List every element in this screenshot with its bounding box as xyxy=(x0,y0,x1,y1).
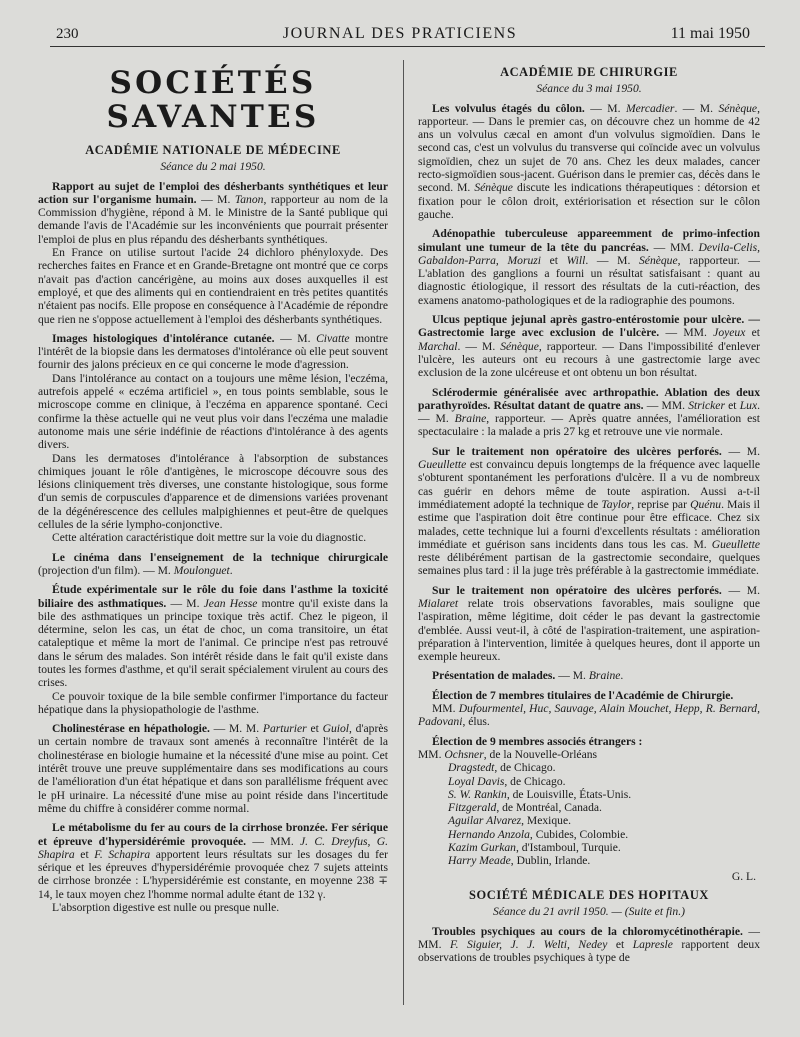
article-text: — M. M. xyxy=(209,722,263,736)
author-name: Guiol xyxy=(322,722,349,736)
section-heading-academie-medecine: ACADÉMIE NATIONALE DE MÉDECINE xyxy=(85,143,341,157)
article-desherbants xyxy=(38,180,388,326)
author-name: Tanon xyxy=(234,192,264,206)
article-text: et xyxy=(724,398,740,412)
author-name: Sénèque xyxy=(718,101,758,115)
author-name: Lux xyxy=(739,398,758,412)
author-name: Sénèque xyxy=(474,181,513,195)
author-name: Moulonguet xyxy=(173,563,230,577)
article-title: Présentation de malades. xyxy=(432,669,556,683)
article-text: et xyxy=(306,722,323,736)
member-name: Kazim Gurkan xyxy=(448,841,516,855)
article-presentation-malades xyxy=(418,669,760,682)
article-title: Sur le traitement non opératoire des ulcères perforés. xyxy=(432,444,722,458)
article-text: montre qu'il existe dans la bile des asthmatiques un principe toxique très actif. Chez le pigeon, il détermine, selon les cas, un état de choc, un coma transitoire, un état cataleptique et même la mort de l'animal. Ce principe n'est pas retrouvé dans le sérum des malades. Son intérêt réside dans le fait qu'il existe dans toutes les formes d'asthme, et qu'il serait spécialement virulent au cours des crises. xyxy=(38,596,388,690)
author-name: Lapresle xyxy=(632,937,673,951)
article-title: Images histologiques d'intolérance cutanée. xyxy=(52,331,275,345)
article-text: apportent leurs résultats sur les dosages du fer sérique et les épreuves d'hypersidérémie provoquée chez 7 sujets atteints de cirrhose bronzée : L'hypersidérémie est constante, en moyenne 238 ∓ 14, le taux moyen chez l'homme normal adulte étant de 132 γ. xyxy=(38,847,389,901)
article-text: , rapporteur au nom de la Commission d'hygiène, répond à M. le Ministre de la Santé publique qui demande l'avis de l'Académie sur les inconvénients que pourrait présenter l'emploi de plus en plus répandu des désherbants synthétiques. xyxy=(38,192,389,246)
article-text: , rapporteur. — L'ablation des ganglions a fourni un résultat satisfaisant : quant au diagnostic étiologique, il ressort des résultats de la cuti-réaction, des examens anatomo-pathologiques et de la radiographie des poumons. xyxy=(418,253,760,307)
article-text: montre l'intérêt de la biopsie dans les dermatoses d'intolérance où elle peut souvent fournir des jalons précieux en ce qui concerne le mode d'agression. xyxy=(38,331,388,372)
article-text: et xyxy=(607,937,633,951)
masthead: SOCIÉTÉS SAVANTES xyxy=(106,65,320,135)
author-name: Quénu xyxy=(690,497,722,511)
article-text: relate trois observations favorables, mais souligne que l'aspiration, même légitime, doit céder le pas devant la gastrectomie d'emblée. Aussi veut-il, à côté de l'aspiration-traitement, une aspiration-préparation à l'intervention, limitée à quelques heures, dont il apporte un exemple heureux. xyxy=(418,596,760,664)
article-title: Le métabolisme du fer au cours de la cirrhose bronzée. Fer sérique et épreuve d'hypersidérémie provoquée. xyxy=(38,821,388,848)
article-troubles-psychiques xyxy=(418,925,760,965)
article-text: — MM. xyxy=(659,326,714,340)
article-ulceres-perfores-1 xyxy=(418,445,760,578)
article-election-titulaires xyxy=(418,689,760,729)
member-row xyxy=(418,814,760,827)
article-paragraph: Dans l'intolérance au contact on a toujours une même lésion, l'eczéma, autrefois appelé « eczéma artificiel », en tous points semblable, sous le microscope comme en clinique, à l'eczéma en apparence spontané. Ceci confirme la thèse actuelle qui ne veut plus voir dans l'eczéma une maladie autonome mais une série indéfinie de réactions d'intolérance à des agents divers. xyxy=(38,371,388,452)
author-name: Braine xyxy=(588,669,621,683)
article-text: et xyxy=(745,326,761,340)
seance-date: Séance du 21 avril 1950. — (Suite et fin.) xyxy=(493,905,685,919)
article-text: — MM. xyxy=(643,398,689,412)
author-name: Parturier xyxy=(262,722,307,736)
section-heading-academie-chirurgie: ACADÉMIE DE CHIRURGIE xyxy=(500,65,678,79)
author-name: Devila-Celis, Gabaldon-Parra, Moruzi xyxy=(418,240,760,267)
article-text: et xyxy=(74,847,95,861)
article-ulcus-peptique xyxy=(418,313,760,379)
article-election-associes xyxy=(418,735,760,883)
page-number: 230 xyxy=(56,26,79,42)
article-title: Sclérodermie généralisée avec arthropathie. Ablation des deux parathyroïdes. Résultat datant de quatre ans. xyxy=(418,385,760,412)
article-text: , d'après un certain nombre de travaux sont amenés à reconnaître l'intérêt de la cholinestérase en biologie humaine et la nécessité d'une mise au point. Cet intérêt trouve une preuve supplémentaire dans ses modifications au cours de l'amélioration d'un état hépatique et dans son parallélisme fréquent avec le pH urinaire. La nécessité d'une mise au point réside dans l'incertitude même du chiffre à considérer comme normal. xyxy=(38,722,388,815)
article-text: — M. xyxy=(584,101,626,115)
author-name: Stricker xyxy=(688,398,725,412)
article-text: . — M. xyxy=(585,253,639,267)
member-name: Hernando Anzola xyxy=(448,827,530,841)
author-name: Civatte xyxy=(316,331,350,345)
article-title: Élection de 9 membres associés étrangers : xyxy=(432,734,643,748)
member-name: Loyal Davis xyxy=(448,774,505,788)
journal-title: JOURNAL DES PRATICIENS xyxy=(282,25,518,42)
article-title: Cholinestérase en hépathologie. xyxy=(52,722,210,736)
author-name: J. C. Dreyfus, G. Shapira xyxy=(38,834,388,861)
article-title: Ulcus peptique jejunal après gastro-entérostomie pour ulcère. — Gastrectomie large avec exclusion de l'ulcère. xyxy=(418,313,760,340)
article-cinema xyxy=(38,551,388,578)
article-paragraph: L'absorption digestive est nulle ou presque nulle. xyxy=(52,901,280,915)
article-text: . xyxy=(229,563,233,577)
member-name: S. W. Rankin xyxy=(448,787,507,801)
right-column xyxy=(418,60,760,970)
article-text: — M. xyxy=(274,331,317,345)
article-text: rapportent deux observations de troubles psychiques à type de xyxy=(418,937,761,965)
author-name: Joyeux xyxy=(713,326,746,340)
member-place: , Dublin, Irlande. xyxy=(510,854,591,868)
article-text: — M. xyxy=(196,192,235,206)
article-text: — M. xyxy=(721,444,760,458)
page-header xyxy=(50,22,750,46)
article-text: et xyxy=(540,253,567,267)
author-name: Mialaret xyxy=(418,596,459,610)
member-place: , de Chicago. xyxy=(504,774,566,788)
article-text: , rapporteur. — Après quatre années, l'amélioration est spectaculaire : la malade a pris 27 kg et retrouve une vie normale. xyxy=(418,412,761,439)
article-cholinesterase xyxy=(38,722,388,815)
author-name: Marchal xyxy=(418,339,458,353)
author-name: Will xyxy=(566,253,586,267)
author-name: Gueullette xyxy=(418,458,467,472)
article-paragraph: Ce pouvoir toxique de la bile semble confirmer l'importance du facteur hépatique dans la physiopathologie de l'asthme. xyxy=(38,689,388,716)
member-name: Fitzgerald xyxy=(448,801,497,815)
author-name: Braine xyxy=(454,412,487,426)
article-foie-asthme xyxy=(38,583,388,716)
article-text: . — M. xyxy=(674,101,719,115)
member-place: , de Louisville, États-Unis. xyxy=(506,787,632,801)
article-text: , reprise par xyxy=(631,497,691,511)
article-text: . — M. xyxy=(457,339,501,353)
member-row xyxy=(418,828,760,841)
member-place: , d'Istamboul, Turquie. xyxy=(515,841,621,855)
seance-date: Séance du 3 mai 1950. xyxy=(536,82,642,96)
author-name: Gueullette xyxy=(711,537,760,551)
member-name: Ochsner xyxy=(444,747,484,761)
author-name: Jean Hesse xyxy=(203,596,258,610)
left-column xyxy=(38,60,388,920)
article-title: Sur le traitement non opératoire des ulcères perforés. xyxy=(432,583,722,597)
seance-date: Séance du 2 mai 1950. xyxy=(160,160,266,174)
article-text: MM. xyxy=(432,702,459,716)
article-text: . Mais il estime que l'aspiration doit être continue pour être efficace. Chez six malades, cette technique lui a fourni d'excellents résultats : amélioration immédiate et guérison sans incidents dans tous les cas. M. xyxy=(418,497,760,551)
article-title: Le cinéma dans l'enseignement de la technique chirurgicale xyxy=(52,550,388,564)
article-text: est convaincu depuis longtemps de la fréquence avec laquelle s'obturent spontanément les perforations d'ulcère. Il a vu de nombreux cas guérir en dehors même de toute aspiration. Aussi a-t-il immédiatement adopté la technique de xyxy=(418,458,760,511)
article-paragraph: En France on utilise surtout l'acide 24 dichloro phényloxyde. Des recherches faites en France et en Grande-Bretagne ont montré que ce corps n'avait pas d'action cancérigène, au moins aux doses auxquelles il est employé, et que des aliments qui en contiendraient en très petites quantités n'étaient pas nocifs. Elle propose en conséquence à l'Académie de répondre que rien ne s'oppose actuellement à l'emploi des désherbants synthétiques. xyxy=(38,246,388,326)
member-row xyxy=(418,788,760,801)
author-name: F. Siguier, J. J. Welti, Nedey xyxy=(450,937,608,951)
article-sclerodermie xyxy=(418,386,760,439)
article-ulceres-perfores-2 xyxy=(418,584,760,664)
article-text: , élus. xyxy=(462,715,490,729)
member-row xyxy=(418,854,760,867)
article-text: (projection d'un film). — M. xyxy=(38,563,174,577)
article-title: Troubles psychiques au cours de la chloromycétinothérapie. xyxy=(432,924,743,938)
member-row xyxy=(418,748,760,761)
author-name: Taylor xyxy=(601,497,632,511)
member-place: , Cubides, Colombie. xyxy=(529,827,629,841)
article-text: , rapporteur. — Dans le premier cas, on découvre chez un homme de 42 ans un volvulus cæcal en amont d'un volvulus sigmoïdien. Dans le second cas, c'est un volvulus du transverse qui coïncide avec un volvulus sigmoïdien, chez un sujet de 70 ans. Chez les deux malades, cancer recto-sigmoïdien sous-jacent. Guérison dans le premier cas, décès dans le second. M. xyxy=(418,101,760,195)
article-text: — MM. xyxy=(648,240,699,254)
member-place: , de la Nouvelle-Orléans xyxy=(483,747,598,761)
article-text: . xyxy=(620,669,624,683)
article-text: , rapporteur. — Dans l'impossibilité d'enlever l'ulcère, les auteurs ont eu recours à une gastrectomie large avec exclusion de la zone ulcéreuse et ont obtenu un bon résultat. xyxy=(418,339,760,380)
column-separator xyxy=(403,60,404,1005)
section-heading-societe-medicale: SOCIÉTÉ MÉDICALE DES HOPITAUX xyxy=(469,887,709,902)
article-intolerance-cutanee xyxy=(38,332,388,545)
article-metabolisme-fer xyxy=(38,821,388,914)
article-text: — MM. xyxy=(418,924,760,951)
issue-date: 11 mai 1950 xyxy=(670,25,750,42)
article-text: MM. xyxy=(418,747,445,761)
article-text: — MM. xyxy=(246,834,301,848)
member-name: Harry Meade xyxy=(448,854,511,868)
signature-initials: G. L. xyxy=(731,869,756,883)
member-names: Dufourmentel, Huc, Sauvage, Alain Mouchet, Hepp, R. Bernard, Padovani xyxy=(418,702,760,729)
article-text: — M. xyxy=(166,596,204,610)
header-rule xyxy=(50,46,765,47)
article-volvulus xyxy=(418,102,760,222)
article-title: Étude expérimentale sur le rôle du foie dans l'asthme la toxicité biliaire des asthmatiques. xyxy=(38,583,388,610)
member-row xyxy=(418,801,760,814)
member-place: , de Montréal, Canada. xyxy=(496,801,602,815)
article-paragraph: Cette altération caractéristique doit mettre sur la voie du diagnostic. xyxy=(52,531,367,545)
member-row xyxy=(418,841,760,854)
author-name: Sénèque xyxy=(500,339,539,353)
article-title: Adénopathie tuberculeuse appareemment de primo-infection simulant une tumeur de la tête du pancréas. xyxy=(418,227,760,254)
article-title: Les volvulus étagés du côlon. xyxy=(432,101,585,115)
article-text: — M. xyxy=(555,669,589,683)
member-name: Aguilar Alvarez xyxy=(448,814,522,828)
member-row xyxy=(418,761,760,774)
member-row xyxy=(418,775,760,788)
member-place: , Mexique. xyxy=(521,814,572,828)
article-paragraph: Dans les dermatoses d'intolérance à l'absorption de substances chimiques jouant le rôle d'antigènes, le microscope découvre sous des lésions cliniquement très diverses, une constante histologique, sous forme d'un semis de corpuscules d'apparence et de dimensions variées provenant de la dégénérescence des cellules malpighiennes et peut-être de quelques cellules de la série lympho-conjonctive. xyxy=(38,451,388,532)
author-name: F. Schapira xyxy=(94,847,151,861)
article-adenopathie xyxy=(418,227,760,307)
article-text: — M. xyxy=(721,583,760,597)
article-text: . — M. xyxy=(418,398,761,426)
article-text: discute les indications thérapeutiques : détorsion et fixation pour le côlon droit, extériorisation et résection sur le côlon gauche. xyxy=(418,181,760,221)
author-name: Sénèque xyxy=(639,253,678,267)
article-text: reste délibérément partisan de la gastrectomie secondaire, quelques semaines plus tard : il la juge très préférable à la gastrectomie immédiate. xyxy=(418,551,760,578)
article-title: Élection de 7 membres titulaires de l'Académie de Chirurgie. xyxy=(432,688,734,702)
member-place: , de Chicago. xyxy=(494,761,556,775)
article-title: Rapport au sujet de l'emploi des désherbants synthétiques et leur action sur l'organisme humain. xyxy=(38,179,388,206)
author-name: Mercadier xyxy=(625,101,675,115)
member-name: Dragstedt xyxy=(448,761,495,775)
